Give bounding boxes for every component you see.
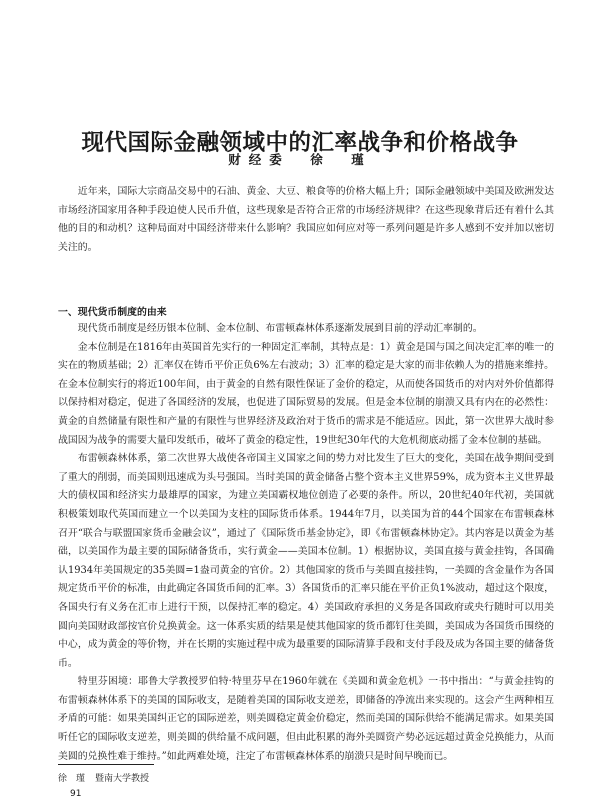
section-heading: 一、现代货币制度的由来	[58, 307, 167, 318]
article-title: 现代国际金融领域中的汇率战争和价格战争	[81, 130, 519, 157]
footnote-author-affiliation: 暨南大学教授	[95, 774, 150, 784]
author-footnote	[58, 771, 159, 784]
body-paragraph: 特里芬困境：耶鲁大学教授罗伯特·特里芬早在1960年就在《美圆和黄金危机》一书中指出：“与黄金挂钩的布雷顿森林体系下的美国的国际收支，是随着美国的国际收支逆差，即储备的净流出来实现的。这会产生两种相互矛盾的可能：如果美国纠正它的国际逆差，则美圆稳定黄金价稳定，然而美国的国际供给不能满足需求。如果美国听任它的国际收支逆差，则美圆的供给量不成问题，但由此积累的海外美圆资产势必远远超过黄金兑换能力，从而美圆的兑换性难于维持。”如此两难处境，注定了布雷顿森林体系的崩溃只是时间早晚而已。	[58, 676, 554, 762]
footnote-author-name: 徐 瑾	[58, 774, 86, 784]
body-paragraph: 现代货币制度是经历银本位制、金本位制、布雷顿森林体系逐渐发展到目前的浮动汇率制的。	[77, 323, 483, 334]
footnote-divider	[58, 764, 154, 765]
page-number: 91	[70, 789, 82, 799]
article-authors: 财经委 徐 瑾	[228, 152, 372, 167]
body-paragraph: 布雷顿森林体系，第二次世界大战使各帝国主义国家之间的势力对比发生了巨大的变化，美国在战争期间受到了重大的削弱，而美国则迅速成为头号强国。当时美国的黄金储备占整个资本主义世界59%，成为资本主义世界最大的债权国和经济实力最雄厚的国家，为建立美国霸权地位创造了必要的条件。所以，20世纪40年代初，美国就积极策划取代英国而建立一个以美国为支柱的国际货币体系。1944年7月，以美国为首的44个国家在布雷顿森林召开“联合与联盟国家货币金融会议”，通过了《国际货币基金协定》，即《布雷顿森林协定》。其内容是以黄金为基础，以美国作为最主要的国际储备货币，实行黄金——美国本位制。1）根据协议，美国直接与黄金挂钩，各国确认1934年美国规定的35美圆=1盎司黄金的官价。2）其他国家的货币与美圆直接挂钩，一美圆的含金量作为各国规定货币平价的标准，由此确定各国货币间的汇率。3）各国货币的汇率只能在平价正负1%波动，超过这个限度，各国央行有义务在汇市上进行干预，以保持汇率的稳定。4）美国政府承担的义务是各国政府或央行随时可以用美圆向美国财政部按官价兑换黄金。这一体系实质的结果是使其他国家的货币都钉住美圆，美国成为各国货币围绕的中心，成为黄金的等价物，并在长期的实施过程中成为最重要的国际清算手段和支付手段及成为各国主要的储备货币。	[58, 453, 554, 669]
abstract-paragraph: 近年来，国际大宗商品交易中的石油、黄金、大豆、粮食等的价格大幅上升；国际金融领域中美国及欧洲发达市场经济国家用各种手段迫使人民币升值，这些现象是否符合正常的市场经济规律？在这些现象背后还有着什么其他的目的和动机？这种局面对中国经济带来什么影响？我国应如何应对等一系列问题是许多人感到不安并加以密切关注的。	[58, 186, 554, 253]
body-paragraph: 金本位制是在1816年由英国首先实行的一种固定汇率制，其特点是：1）黄金是国与国之间决定汇率的唯一的实在的物质基础；2）汇率仅在铸币平价正负6%左右波动；3）汇率的稳定是大家的而非依赖人为的措施来维持。在金本位制实行的将近100年间，由于黄金的自然有限性保证了金价的稳定，从而使各国货币的对内对外价值都得以保持相对稳定，促进了各国经济的发展，也促进了国际贸易的发展。但是金本位制的崩溃又具有内在的必然性：黄金的自然储量有限性和产量的有限性与世界经济及政治对于货币的需求是不能适应。因此，第一次世界大战时参战国因为战争的需要大量印发纸币，破坏了黄金的稳定性，19世纪30年代的大危机彻底动摇了金本位制的基础。	[58, 341, 554, 446]
article-body	[58, 320, 554, 766]
